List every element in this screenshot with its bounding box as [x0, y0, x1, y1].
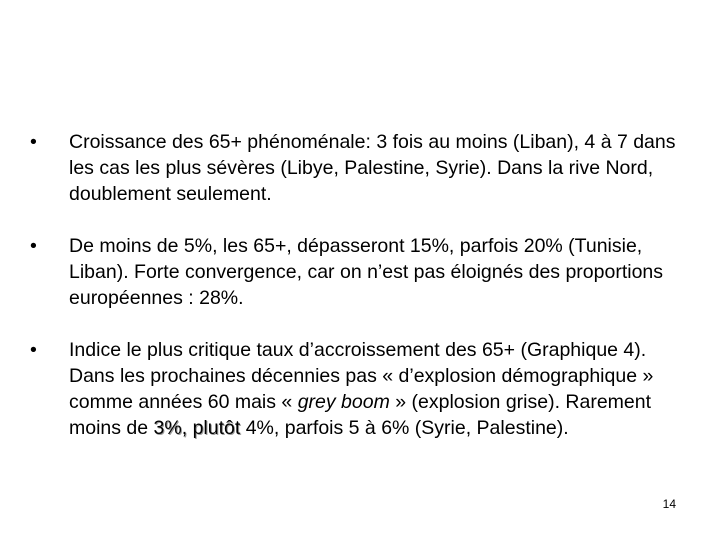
bullet-dot: •	[30, 235, 37, 257]
bullet-text: De moins de 5%, les 65+, dépasseront 15%, parfois 20% (Tunisie, Liban). Forte convergence, car on n’est pas éloignés des proportions européennes : 28%.	[69, 235, 664, 309]
bullet-list	[30, 129, 690, 441]
bullet-item	[30, 129, 690, 207]
bullet-text	[69, 339, 653, 439]
bullet-item	[30, 337, 690, 441]
italic-term: grey boom	[297, 391, 390, 413]
bullet-text-part: » (explosion grise). Rarement moins de	[69, 391, 652, 439]
bullet-item	[30, 233, 690, 311]
page-number: 14	[662, 497, 676, 511]
emphasized-text: 3%, plutôt	[153, 417, 241, 439]
bullet-text-part: 4%, parfois 5 à 6% (Syrie, Palestine).	[240, 417, 569, 439]
bullet-text-part: Indice le plus critique taux d’accroissement des 65+ (Graphique 4). Dans les prochaines décennies pas « d’explosion démographique » comme années 60 mais «	[69, 339, 654, 413]
bullet-dot: •	[30, 131, 37, 153]
bullet-text: Croissance des 65+ phénoménale: 3 fois au moins (Liban), 4 à 7 dans les cas les plus sévères (Libye, Palestine, Syrie). Dans la rive Nord, doublement seulement.	[69, 131, 676, 205]
bullet-dot: •	[30, 339, 37, 361]
